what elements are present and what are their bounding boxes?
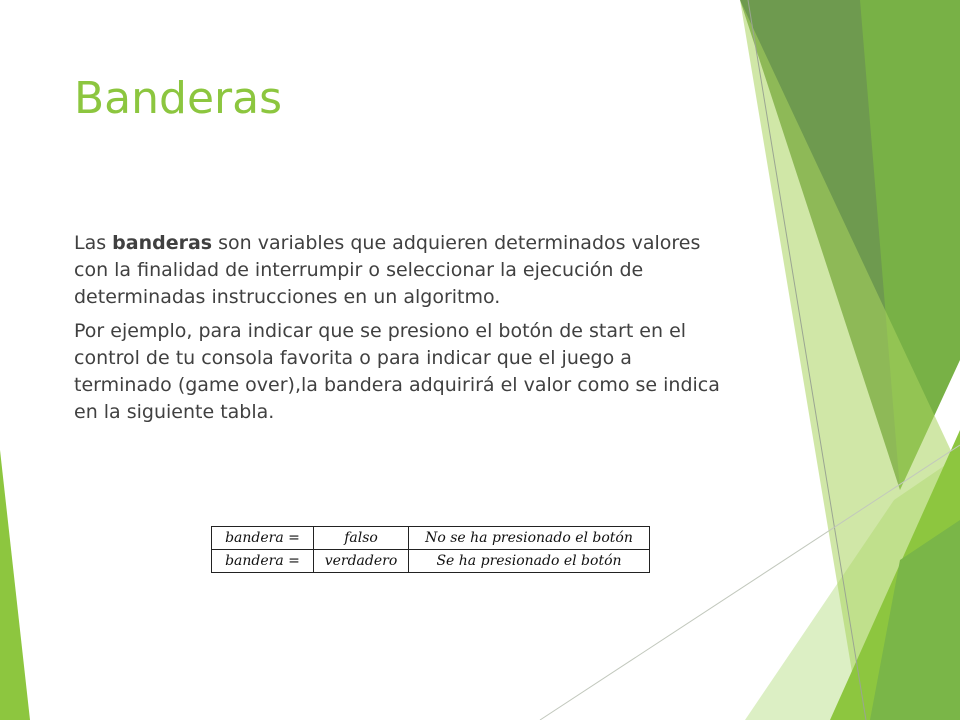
- paragraph-definition-start: Las: [74, 232, 113, 254]
- flag-table: [211, 526, 650, 573]
- body-text: [74, 230, 734, 433]
- table-cell-description: No se ha presionado el botón: [409, 527, 650, 550]
- table-cell-variable: bandera =: [212, 550, 314, 573]
- keyword-banderas: banderas: [112, 232, 213, 254]
- table-cell-variable: bandera =: [212, 527, 314, 550]
- table-row: [212, 550, 650, 573]
- paragraph-definition-rest: son variables que adquieren determinados valores con la finalidad de interrumpir o seleccionar la ejecución de determinadas instrucciones en un algoritmo.: [74, 232, 701, 308]
- paragraph-example: Por ejemplo, para indicar que se presiono el botón de start en el control de tu consola favorita o para indicar que el juego a terminado (game over),la bandera adquirirá el valor como se indica en la siguiente tabla.: [74, 320, 720, 423]
- table-row: [212, 527, 650, 550]
- table-cell-description: Se ha presionado el botón: [409, 550, 650, 573]
- deco-shape-left: [0, 450, 30, 720]
- paragraph-definition: [74, 230, 734, 311]
- table-cell-value: falso: [314, 527, 409, 550]
- table-cell-value: verdadero: [314, 550, 409, 573]
- slide-title: Banderas: [74, 73, 283, 124]
